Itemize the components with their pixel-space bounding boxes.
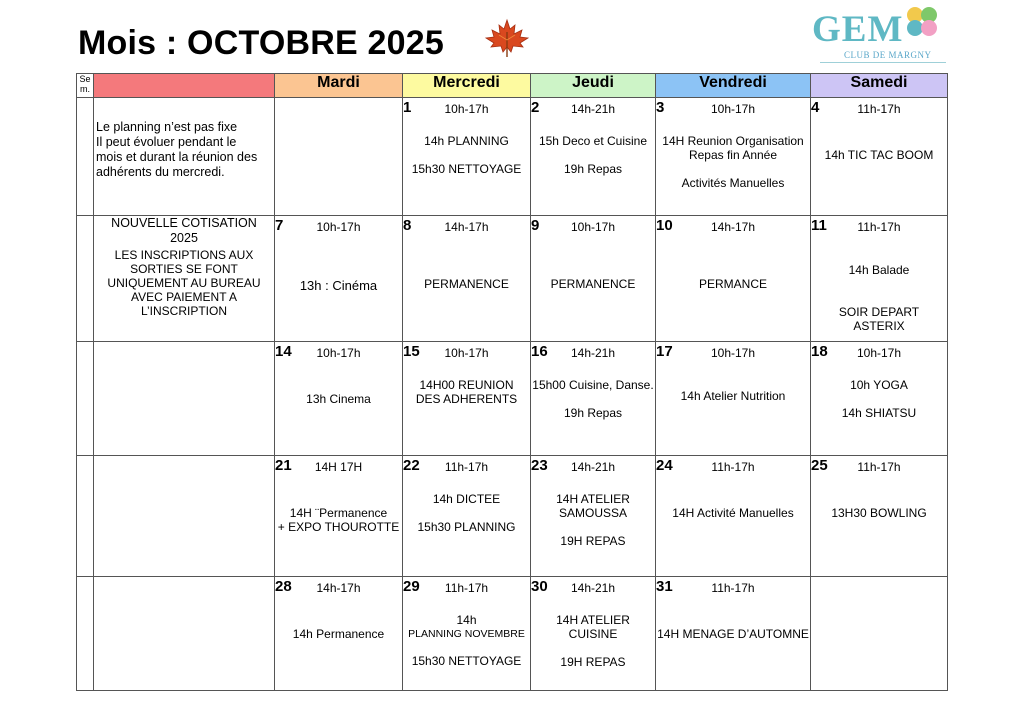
day-hours: 10h-17h (570, 220, 616, 234)
header-row (77, 74, 948, 98)
header-mardi: Mardi (275, 74, 403, 98)
day-cell (275, 577, 403, 691)
day-number: 18 (811, 343, 828, 360)
note-cell-empty (94, 577, 275, 691)
note-line: LES INSCRIPTIONS AUX (114, 248, 254, 262)
note-line: adhérents du mercredi. (96, 165, 225, 179)
week-number-cell (77, 342, 94, 456)
day-cell (403, 98, 531, 216)
day-cell (403, 577, 531, 691)
activity: 15h Deco et Cuisine (538, 134, 648, 148)
day-cell (403, 456, 531, 577)
day-cell (656, 456, 811, 577)
header-mercredi: Mercredi (403, 74, 531, 98)
day-cell-empty (811, 577, 948, 691)
note-line: 2025 (170, 231, 198, 245)
activity: SAMOUSSA (558, 506, 627, 520)
activity: 15h30 NETTOYAGE (411, 654, 522, 668)
day-number: 21 (275, 457, 292, 474)
header-samedi: Samedi (811, 74, 948, 98)
day-number: 29 (403, 578, 420, 595)
activity: 14h Atelier Nutrition (680, 389, 786, 403)
day-hours: 14H 17H (314, 460, 363, 474)
day-number: 7 (275, 217, 284, 234)
day-cell (811, 342, 948, 456)
day-number: 9 (531, 217, 540, 234)
day-hours: 14h-21h (570, 102, 616, 116)
activity: PERMANENCE (424, 277, 509, 291)
day-number: 15 (403, 343, 420, 360)
activity: 14h TIC TAC BOOM (824, 148, 934, 162)
week-number-cell (77, 456, 94, 577)
calendar-table (76, 73, 948, 691)
activity: SOIR DEPART (838, 305, 920, 319)
header-vendredi: Vendredi (656, 74, 811, 98)
maple-leaf-icon (484, 18, 530, 58)
week-row (77, 98, 948, 216)
activity: 14H MENAGE D’AUTOMNE (657, 627, 809, 641)
day-number: 14 (275, 343, 292, 360)
page-title: Mois : OCTOBRE 2025 (78, 24, 444, 62)
day-cell (531, 456, 656, 577)
day-hours: 11h-17h (711, 581, 755, 595)
day-number: 3 (656, 99, 665, 116)
day-cell (656, 216, 811, 342)
day-cell (275, 216, 403, 342)
activity: + EXPO THOUROTTE (277, 520, 400, 534)
day-cell (275, 456, 403, 577)
day-number: 1 (403, 99, 412, 116)
day-hours: 11h-17h (711, 460, 755, 474)
day-cell (531, 342, 656, 456)
activity: 14h DICTEE (432, 492, 501, 506)
activity: Repas fin Année (688, 148, 778, 162)
day-hours: 14h-21h (570, 346, 616, 360)
week-number-cell (77, 577, 94, 691)
day-hours: 11h-17h (857, 460, 901, 474)
week-header: Se m. (77, 74, 94, 98)
note-line: SORTIES SE FONT (130, 262, 238, 276)
planning-note (94, 98, 274, 180)
day-cell (403, 342, 531, 456)
day-hours: 10h-17h (856, 346, 902, 360)
activity: ASTERIX (853, 319, 905, 333)
note-line: L’INSCRIPTION (140, 304, 227, 318)
day-hours: 11h-17h (857, 102, 901, 116)
cotisation-note (94, 216, 274, 318)
note-line: AVEC PAIEMENT A (130, 290, 238, 304)
day-cell (531, 216, 656, 342)
week-number-cell (77, 216, 94, 342)
day-hours: 14h-21h (570, 460, 616, 474)
day-number: 30 (531, 578, 548, 595)
activity: PERMANENCE (550, 277, 636, 291)
activity: PLANNING NOVEMBRE (408, 628, 525, 640)
activity: 19h Repas (563, 162, 623, 176)
note-line: Il peut évoluer pendant le (96, 135, 237, 149)
logo-underline (820, 62, 946, 63)
day-number: 4 (811, 99, 820, 116)
activity: 14h (456, 613, 477, 627)
gem-logo (810, 4, 948, 66)
day-number: 2 (531, 99, 540, 116)
note-line: UNIQUEMENT AU BUREAU (107, 276, 261, 290)
logo-subtitle: CLUB DE MARGNY (844, 50, 932, 60)
day-number: 25 (811, 457, 828, 474)
day-hours: 10h-17h (316, 346, 361, 360)
activity: 14h SHIATSU (841, 406, 917, 420)
day-hours: 10h-17h (444, 102, 489, 116)
note-cell-empty (94, 342, 275, 456)
activity: 14H Reunion Organisation (662, 134, 804, 148)
note-cell (94, 98, 275, 216)
week-number-cell (77, 98, 94, 216)
note-line: Le planning n’est pas fixe (96, 120, 238, 134)
day-cell (275, 342, 403, 456)
activity: 15h30 PLANNING (417, 520, 516, 534)
day-hours: 11h-17h (444, 460, 489, 474)
day-hours: 10h-17h (444, 346, 489, 360)
day-number: 23 (531, 457, 548, 474)
day-cell (811, 456, 948, 577)
activity: 14h PLANNING (424, 134, 509, 148)
activity: 14H Activité Manuelles (672, 506, 794, 520)
day-cell-empty (275, 98, 403, 216)
day-hours: 10h-17h (710, 102, 756, 116)
activity: PERMANCE (698, 277, 767, 291)
activity: DES ADHERENTS (415, 392, 518, 406)
day-number: 22 (403, 457, 420, 474)
week-row (77, 456, 948, 577)
clover-icon (902, 2, 942, 42)
activity: 19H REPAS (560, 655, 626, 669)
day-cell (531, 98, 656, 216)
activity: 14h Permanence (292, 627, 385, 641)
day-cell (811, 216, 948, 342)
day-hours: 11h-17h (444, 581, 489, 595)
day-cell (656, 577, 811, 691)
week-row (77, 577, 948, 691)
day-cell (656, 342, 811, 456)
cotisation-cell (94, 216, 275, 342)
activity: 13h Cinema (306, 392, 371, 406)
activity: 15h00 Cuisine, Danse. (532, 378, 654, 392)
week-row (77, 216, 948, 342)
activity: 14H ATELIER (556, 613, 630, 627)
activity: 13h : Cinéma (299, 278, 378, 293)
day-number: 28 (275, 578, 292, 595)
activity: 14h Balade (848, 263, 910, 277)
note-line: mois et durant la réunion des (96, 150, 258, 164)
activity: 14H ATELIER (556, 492, 630, 506)
day-hours: 14h-17h (444, 220, 489, 234)
activity: 19h Repas (563, 406, 623, 420)
day-hours: 11h-17h (857, 220, 901, 234)
day-number: 31 (656, 578, 673, 595)
day-number: 24 (656, 457, 673, 474)
header-blank (94, 74, 275, 98)
activity: 14H00 REUNION (419, 378, 514, 392)
day-number: 16 (531, 343, 548, 360)
activity: 10h YOGA (850, 378, 908, 392)
activity: Activités Manuelles (681, 176, 785, 190)
day-number: 8 (403, 217, 412, 234)
day-hours: 10h-17h (710, 346, 756, 360)
activity: 14H ¨Permanence (289, 506, 388, 520)
day-number: 17 (656, 343, 673, 360)
note-cell-empty (94, 456, 275, 577)
day-hours: 14h-21h (570, 581, 616, 595)
day-hours: 10h-17h (316, 220, 361, 234)
day-cell (403, 216, 531, 342)
note-line: NOUVELLE COTISATION (111, 216, 257, 230)
header-jeudi: Jeudi (531, 74, 656, 98)
day-number: 11 (811, 217, 827, 234)
day-cell (531, 577, 656, 691)
activity: 15h30 NETTOYAGE (411, 162, 522, 176)
activity: CUISINE (568, 627, 618, 641)
day-hours: 14h-17h (710, 220, 756, 234)
day-cell (656, 98, 811, 216)
logo-name: GEM (812, 9, 904, 50)
activity: 13H30 BOWLING (831, 506, 927, 520)
day-number: 10 (656, 217, 673, 234)
day-hours: 14h-17h (316, 581, 361, 595)
activity: 19H REPAS (560, 534, 626, 548)
week-row (77, 342, 948, 456)
day-cell (811, 98, 948, 216)
